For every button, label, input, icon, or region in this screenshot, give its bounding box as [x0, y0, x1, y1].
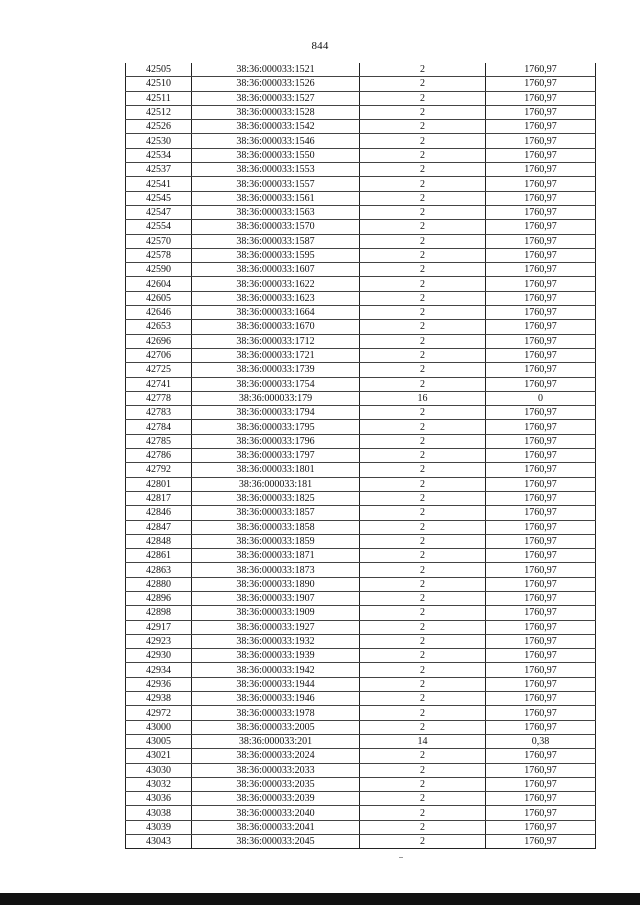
value-cell: 1760,97: [486, 177, 596, 191]
cadastral-number-cell: 38:36:000033:1570: [192, 220, 360, 234]
cadastral-number-cell: 38:36:000033:1871: [192, 549, 360, 563]
value-cell: 1760,97: [486, 835, 596, 849]
value-cell: 1760,97: [486, 449, 596, 463]
code-cell: 2: [360, 749, 486, 763]
value-cell: 1760,97: [486, 477, 596, 491]
record-number-cell: 43021: [126, 749, 192, 763]
code-cell: 2: [360, 434, 486, 448]
code-cell: 2: [360, 363, 486, 377]
cadastral-number-cell: 38:36:000033:1521: [192, 63, 360, 77]
cadastral-number-cell: 38:36:000033:1550: [192, 148, 360, 162]
table-row: [126, 191, 596, 205]
record-number-cell: 43030: [126, 763, 192, 777]
cadastral-number-cell: 38:36:000033:1607: [192, 263, 360, 277]
value-cell: 1760,97: [486, 706, 596, 720]
code-cell: 2: [360, 835, 486, 849]
record-number-cell: 42783: [126, 406, 192, 420]
record-number-cell: 42930: [126, 649, 192, 663]
record-number-cell: 42847: [126, 520, 192, 534]
code-cell: 2: [360, 820, 486, 834]
cadastral-number-cell: 38:36:000033:1858: [192, 520, 360, 534]
record-number-cell: 42792: [126, 463, 192, 477]
cadastral-number-cell: 38:36:000033:2024: [192, 749, 360, 763]
record-number-cell: 42605: [126, 291, 192, 305]
code-cell: 2: [360, 263, 486, 277]
code-cell: 2: [360, 806, 486, 820]
value-cell: 1760,97: [486, 649, 596, 663]
table-row: [126, 205, 596, 219]
value-cell: 0: [486, 391, 596, 405]
code-cell: 2: [360, 720, 486, 734]
value-cell: 1760,97: [486, 763, 596, 777]
table-row: [126, 220, 596, 234]
record-number-cell: 42817: [126, 491, 192, 505]
table-row: [126, 534, 596, 548]
cadastral-number-cell: 38:36:000033:181: [192, 477, 360, 491]
record-number-cell: 43036: [126, 792, 192, 806]
value-cell: 1760,97: [486, 692, 596, 706]
cadastral-number-cell: 38:36:000033:2035: [192, 777, 360, 791]
table-row: [126, 63, 596, 77]
table-row: [126, 363, 596, 377]
cadastral-number-cell: 38:36:000033:1664: [192, 306, 360, 320]
cadastral-number-cell: 38:36:000033:1873: [192, 563, 360, 577]
value-cell: 1760,97: [486, 148, 596, 162]
value-cell: 1760,97: [486, 248, 596, 262]
cadastral-number-cell: 38:36:000033:1557: [192, 177, 360, 191]
record-number-cell: 42861: [126, 549, 192, 563]
table-row: [126, 334, 596, 348]
code-cell: 2: [360, 277, 486, 291]
table-row: [126, 520, 596, 534]
cadastral-number-cell: 38:36:000033:1795: [192, 420, 360, 434]
code-cell: 2: [360, 763, 486, 777]
value-cell: 1760,97: [486, 277, 596, 291]
value-cell: 1760,97: [486, 577, 596, 591]
table-row: [126, 320, 596, 334]
code-cell: 2: [360, 649, 486, 663]
code-cell: 2: [360, 634, 486, 648]
code-cell: 2: [360, 334, 486, 348]
code-cell: 2: [360, 692, 486, 706]
table-row: [126, 749, 596, 763]
record-number-cell: 42725: [126, 363, 192, 377]
record-number-cell: 42530: [126, 134, 192, 148]
record-number-cell: 42846: [126, 506, 192, 520]
cadastral-number-cell: 38:36:000033:2045: [192, 835, 360, 849]
table-row: [126, 348, 596, 362]
code-cell: 2: [360, 105, 486, 119]
value-cell: 1760,97: [486, 434, 596, 448]
code-cell: 2: [360, 534, 486, 548]
code-cell: 2: [360, 792, 486, 806]
value-cell: 1760,97: [486, 792, 596, 806]
value-cell: 1760,97: [486, 520, 596, 534]
value-cell: 1760,97: [486, 777, 596, 791]
table-row: [126, 148, 596, 162]
cadastral-number-cell: 38:36:000033:1909: [192, 606, 360, 620]
code-cell: 2: [360, 577, 486, 591]
cadastral-number-cell: 38:36:000033:1546: [192, 134, 360, 148]
record-number-cell: 42696: [126, 334, 192, 348]
table-row: [126, 406, 596, 420]
cadastral-number-cell: 38:36:000033:2005: [192, 720, 360, 734]
value-cell: 1760,97: [486, 334, 596, 348]
cadastral-number-cell: 38:36:000033:1721: [192, 348, 360, 362]
record-number-cell: 43039: [126, 820, 192, 834]
table-row: [126, 577, 596, 591]
table-row: [126, 263, 596, 277]
cadastral-number-cell: 38:36:000033:1561: [192, 191, 360, 205]
code-cell: 2: [360, 463, 486, 477]
cadastral-number-cell: 38:36:000033:1528: [192, 105, 360, 119]
value-cell: 1760,97: [486, 306, 596, 320]
value-cell: 1760,97: [486, 563, 596, 577]
value-cell: 1760,97: [486, 220, 596, 234]
value-cell: 1760,97: [486, 506, 596, 520]
cadastral-number-cell: 38:36:000033:1978: [192, 706, 360, 720]
table-row: [126, 634, 596, 648]
record-number-cell: 42512: [126, 105, 192, 119]
value-cell: 1760,97: [486, 677, 596, 691]
code-cell: 2: [360, 491, 486, 505]
value-cell: 1760,97: [486, 606, 596, 620]
record-number-cell: 42778: [126, 391, 192, 405]
table-row: [126, 606, 596, 620]
value-cell: 1760,97: [486, 406, 596, 420]
cadastral-number-cell: 38:36:000033:1527: [192, 91, 360, 105]
code-cell: 2: [360, 91, 486, 105]
code-cell: 2: [360, 248, 486, 262]
code-cell: 2: [360, 477, 486, 491]
record-number-cell: 42510: [126, 77, 192, 91]
record-number-cell: 42537: [126, 163, 192, 177]
record-number-cell: 42541: [126, 177, 192, 191]
value-cell: 1760,97: [486, 491, 596, 505]
record-number-cell: 42784: [126, 420, 192, 434]
cadastral-number-cell: 38:36:000033:2039: [192, 792, 360, 806]
table-row: [126, 391, 596, 405]
record-number-cell: 42554: [126, 220, 192, 234]
record-number-cell: 43005: [126, 734, 192, 748]
table-row: [126, 549, 596, 563]
value-cell: 1760,97: [486, 620, 596, 634]
cadastral-number-cell: 38:36:000033:1542: [192, 120, 360, 134]
table-row: [126, 491, 596, 505]
value-cell: 1760,97: [486, 591, 596, 605]
table-row: [126, 506, 596, 520]
value-cell: 1760,97: [486, 749, 596, 763]
table-row: [126, 591, 596, 605]
table-row: [126, 163, 596, 177]
value-cell: 1760,97: [486, 549, 596, 563]
record-number-cell: 42848: [126, 534, 192, 548]
record-number-cell: 42578: [126, 248, 192, 262]
table-row: [126, 234, 596, 248]
table-row: [126, 134, 596, 148]
table-row: [126, 306, 596, 320]
cadastral-number-cell: 38:36:000033:1794: [192, 406, 360, 420]
value-cell: 1760,97: [486, 105, 596, 119]
value-cell: 1760,97: [486, 134, 596, 148]
value-cell: 1760,97: [486, 348, 596, 362]
cadastral-number-cell: 38:36:000033:1587: [192, 234, 360, 248]
code-cell: 2: [360, 120, 486, 134]
record-number-cell: 42646: [126, 306, 192, 320]
record-number-cell: 42604: [126, 277, 192, 291]
record-number-cell: 42934: [126, 663, 192, 677]
record-number-cell: 42547: [126, 205, 192, 219]
value-cell: 1760,97: [486, 291, 596, 305]
code-cell: 2: [360, 348, 486, 362]
value-cell: 1760,97: [486, 463, 596, 477]
cadastral-number-cell: 38:36:000033:1553: [192, 163, 360, 177]
value-cell: 1760,97: [486, 377, 596, 391]
table-row: [126, 420, 596, 434]
record-number-cell: 42545: [126, 191, 192, 205]
table-row: [126, 477, 596, 491]
code-cell: 2: [360, 134, 486, 148]
cadastral-number-cell: 38:36:000033:1623: [192, 291, 360, 305]
value-cell: 1760,97: [486, 420, 596, 434]
value-cell: 1760,97: [486, 720, 596, 734]
cadastral-number-cell: 38:36:000033:1754: [192, 377, 360, 391]
record-number-cell: 42936: [126, 677, 192, 691]
cadastral-number-cell: 38:36:000033:1859: [192, 534, 360, 548]
code-cell: 2: [360, 591, 486, 605]
cadastral-number-cell: 38:36:000033:1857: [192, 506, 360, 520]
record-number-cell: 42923: [126, 634, 192, 648]
code-cell: 2: [360, 205, 486, 219]
code-cell: 2: [360, 777, 486, 791]
record-number-cell: 42785: [126, 434, 192, 448]
record-number-cell: 42511: [126, 91, 192, 105]
code-cell: 2: [360, 620, 486, 634]
value-cell: 0,38: [486, 734, 596, 748]
code-cell: 2: [360, 506, 486, 520]
cadastral-number-cell: 38:36:000033:1797: [192, 449, 360, 463]
cadastral-number-cell: 38:36:000033:2041: [192, 820, 360, 834]
value-cell: 1760,97: [486, 234, 596, 248]
table-row: [126, 177, 596, 191]
data-table-container: [125, 63, 596, 849]
record-number-cell: 42786: [126, 449, 192, 463]
table-row: [126, 463, 596, 477]
table-row: [126, 434, 596, 448]
code-cell: 2: [360, 420, 486, 434]
record-number-cell: 43000: [126, 720, 192, 734]
table-row: [126, 763, 596, 777]
code-cell: 2: [360, 63, 486, 77]
value-cell: 1760,97: [486, 91, 596, 105]
scan-bottom-edge: [0, 893, 640, 905]
value-cell: 1760,97: [486, 120, 596, 134]
table-row: [126, 277, 596, 291]
value-cell: 1760,97: [486, 320, 596, 334]
table-body: [126, 63, 596, 849]
record-number-cell: 42801: [126, 477, 192, 491]
value-cell: 1760,97: [486, 163, 596, 177]
code-cell: 2: [360, 306, 486, 320]
table-row: [126, 777, 596, 791]
code-cell: 2: [360, 191, 486, 205]
cadastral-number-cell: 38:36:000033:201: [192, 734, 360, 748]
value-cell: 1760,97: [486, 820, 596, 834]
code-cell: 2: [360, 163, 486, 177]
code-cell: 2: [360, 177, 486, 191]
table-row: [126, 377, 596, 391]
table-row: [126, 706, 596, 720]
code-cell: 2: [360, 677, 486, 691]
cadastral-number-cell: 38:36:000033:1946: [192, 692, 360, 706]
cadastral-number-cell: 38:36:000033:1670: [192, 320, 360, 334]
cadastral-number-cell: 38:36:000033:1622: [192, 277, 360, 291]
code-cell: 2: [360, 320, 486, 334]
record-number-cell: 42741: [126, 377, 192, 391]
record-number-cell: 42505: [126, 63, 192, 77]
record-number-cell: 43038: [126, 806, 192, 820]
cadastral-number-cell: 38:36:000033:1712: [192, 334, 360, 348]
table-row: [126, 792, 596, 806]
code-cell: 2: [360, 377, 486, 391]
cadastral-number-cell: 38:36:000033:1796: [192, 434, 360, 448]
record-number-cell: 42972: [126, 706, 192, 720]
value-cell: 1760,97: [486, 363, 596, 377]
record-number-cell: 42938: [126, 692, 192, 706]
record-number-cell: 43043: [126, 835, 192, 849]
code-cell: 2: [360, 449, 486, 463]
code-cell: 16: [360, 391, 486, 405]
record-number-cell: 42526: [126, 120, 192, 134]
table-row: [126, 563, 596, 577]
record-number-cell: 42896: [126, 591, 192, 605]
cadastral-number-cell: 38:36:000033:2040: [192, 806, 360, 820]
code-cell: 2: [360, 234, 486, 248]
value-cell: 1760,97: [486, 77, 596, 91]
table-row: [126, 835, 596, 849]
code-cell: 2: [360, 663, 486, 677]
record-number-cell: 42917: [126, 620, 192, 634]
code-cell: 2: [360, 520, 486, 534]
table-row: [126, 734, 596, 748]
record-number-cell: 42706: [126, 348, 192, 362]
record-number-cell: 42570: [126, 234, 192, 248]
cadastral-number-cell: 38:36:000033:1595: [192, 248, 360, 262]
table-row: [126, 91, 596, 105]
code-cell: 14: [360, 734, 486, 748]
cadastral-number-cell: 38:36:000033:1939: [192, 649, 360, 663]
code-cell: 2: [360, 291, 486, 305]
table-row: [126, 120, 596, 134]
table-row: [126, 820, 596, 834]
cadastral-number-cell: 38:36:000033:2033: [192, 763, 360, 777]
record-number-cell: 42880: [126, 577, 192, 591]
code-cell: 2: [360, 549, 486, 563]
cadastral-number-cell: 38:36:000033:1526: [192, 77, 360, 91]
cadastral-number-cell: 38:36:000033:1944: [192, 677, 360, 691]
value-cell: 1760,97: [486, 806, 596, 820]
value-cell: 1760,97: [486, 63, 596, 77]
table-row: [126, 449, 596, 463]
cadastral-number-cell: 38:36:000033:179: [192, 391, 360, 405]
cadastral-number-cell: 38:36:000033:1739: [192, 363, 360, 377]
code-cell: 2: [360, 406, 486, 420]
value-cell: 1760,97: [486, 534, 596, 548]
table-row: [126, 77, 596, 91]
value-cell: 1760,97: [486, 191, 596, 205]
code-cell: 2: [360, 77, 486, 91]
table-row: [126, 105, 596, 119]
record-number-cell: 42863: [126, 563, 192, 577]
table-row: [126, 677, 596, 691]
value-cell: 1760,97: [486, 634, 596, 648]
record-number-cell: 42590: [126, 263, 192, 277]
value-cell: 1760,97: [486, 205, 596, 219]
table-row: [126, 720, 596, 734]
value-cell: 1760,97: [486, 663, 596, 677]
record-number-cell: 42653: [126, 320, 192, 334]
code-cell: 2: [360, 563, 486, 577]
code-cell: 2: [360, 606, 486, 620]
code-cell: 2: [360, 148, 486, 162]
table-row: [126, 692, 596, 706]
table-row: [126, 663, 596, 677]
table-row: [126, 806, 596, 820]
data-table: [125, 63, 596, 849]
cadastral-number-cell: 38:36:000033:1563: [192, 205, 360, 219]
record-number-cell: 42534: [126, 148, 192, 162]
cadastral-number-cell: 38:36:000033:1907: [192, 591, 360, 605]
code-cell: 2: [360, 706, 486, 720]
table-row: [126, 291, 596, 305]
cadastral-number-cell: 38:36:000033:1932: [192, 634, 360, 648]
cadastral-number-cell: 38:36:000033:1890: [192, 577, 360, 591]
scan-speck: [399, 857, 403, 858]
table-row: [126, 248, 596, 262]
cadastral-number-cell: 38:36:000033:1942: [192, 663, 360, 677]
cadastral-number-cell: 38:36:000033:1927: [192, 620, 360, 634]
page-number: 844: [311, 40, 329, 52]
table-row: [126, 620, 596, 634]
table-row: [126, 649, 596, 663]
record-number-cell: 43032: [126, 777, 192, 791]
cadastral-number-cell: 38:36:000033:1801: [192, 463, 360, 477]
record-number-cell: 42898: [126, 606, 192, 620]
cadastral-number-cell: 38:36:000033:1825: [192, 491, 360, 505]
value-cell: 1760,97: [486, 263, 596, 277]
code-cell: 2: [360, 220, 486, 234]
